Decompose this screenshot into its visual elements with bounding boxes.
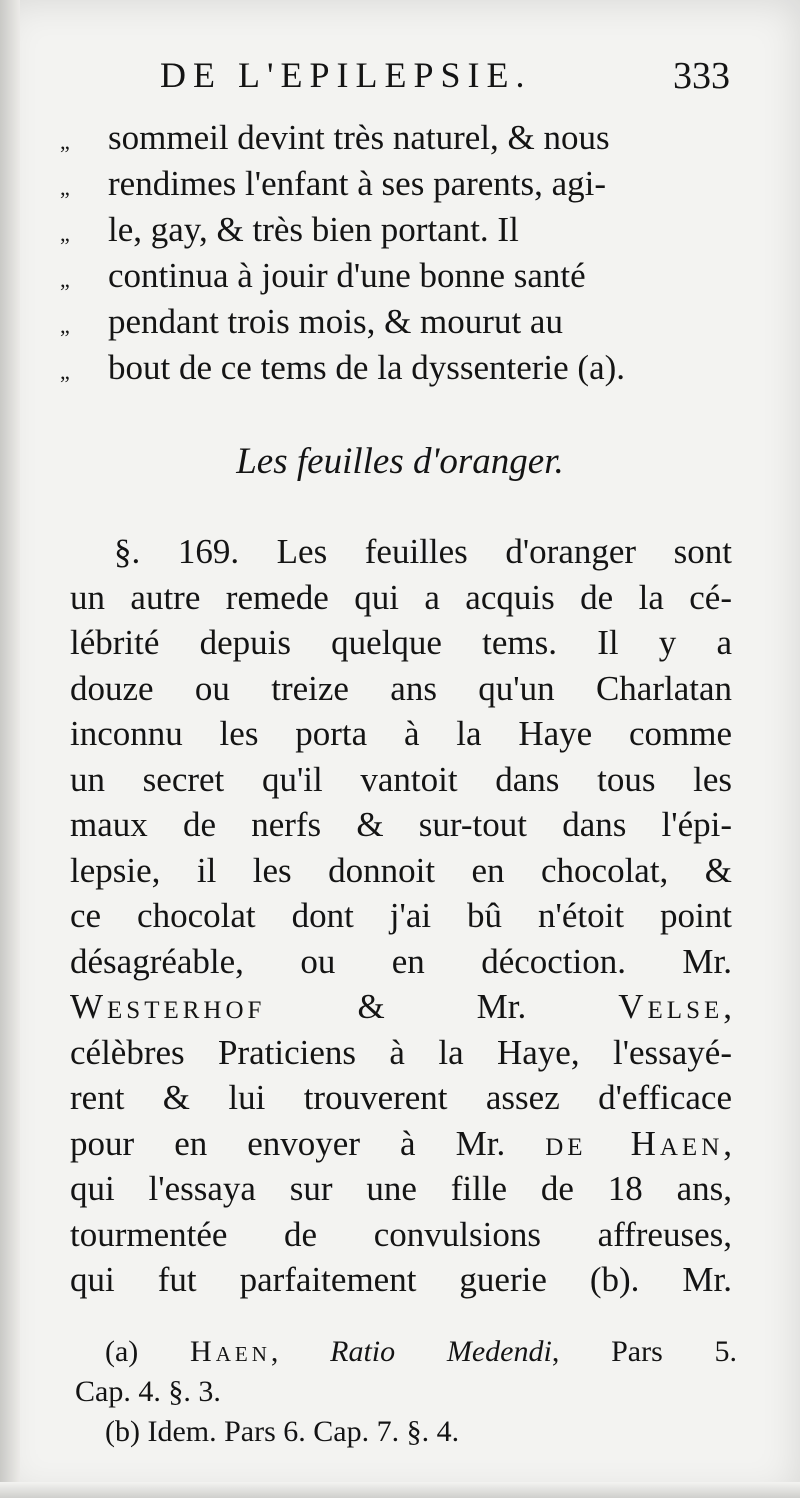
quote-line <box>60 302 732 348</box>
quote-line-text: bout de ce tems de la dyssenterie (a). <box>108 348 626 387</box>
section-title: Les feuilles d'oranger. <box>236 441 564 482</box>
body-line: qui l'essaya sur une fille de 18 ans, <box>70 1169 732 1208</box>
quote-mark: „ <box>60 129 70 154</box>
body-line-with-name <box>70 1124 732 1170</box>
quote-mark: „ <box>60 175 70 200</box>
quote-line-text: rendimes l'enfant à ses parents, agi- <box>108 164 607 203</box>
body-text-fragment: , <box>723 987 732 1026</box>
body-text-fragment: pour en envoyer à Mr. <box>70 1123 546 1163</box>
footnote-text: Idem. Pars 6. Cap. 7. §. 4. <box>147 1415 460 1448</box>
person-name: Velse <box>618 987 724 1026</box>
quote-line <box>60 118 732 164</box>
body-line-with-names <box>70 987 732 1033</box>
body-text-fragment: & Mr. <box>265 987 619 1026</box>
body-line: rent & lui trouverent assez d'efficace <box>70 1078 732 1117</box>
quote-line-text: continua à jouir d'une bonne santé <box>108 256 586 295</box>
page-header <box>160 54 730 104</box>
footnotes <box>75 1335 737 1455</box>
body-line: douze ou treize ans qu'un Charlatan <box>70 668 732 708</box>
body-line: inconnu les porta à la Haye comme <box>70 714 732 753</box>
quote-line-text: le, gay, & très bien portant. Il <box>108 210 519 249</box>
footnote-marker: (b) <box>105 1415 140 1448</box>
quote-mark: „ <box>60 267 70 292</box>
footnote-a: (a) Haen, Ratio Medendi, Pars 5. <box>105 1335 737 1368</box>
quote-line <box>60 164 732 210</box>
body-line: tourmentée de convulsions affreuses, <box>70 1214 732 1254</box>
body-line: §. 169. Les feuilles d'oranger sont <box>114 532 732 571</box>
quote-line <box>60 256 732 302</box>
body-line: désagréable, ou en décoction. Mr. <box>70 941 732 981</box>
body-line: un secret qu'il vantoit dans tous les <box>70 759 732 799</box>
body-line: ce chocolat dont j'ai bû n'étoit point <box>70 896 732 935</box>
footnote-author: Haen <box>190 1335 271 1368</box>
body-line: maux de nerfs & sur-tout dans l'épi- <box>70 805 732 844</box>
quote-line-text: pendant trois mois, & mourut au <box>108 302 563 341</box>
footnote-work-title: Ratio Medendi <box>330 1335 552 1368</box>
person-name: Westerhof <box>70 987 266 1026</box>
quote-mark: „ <box>60 359 70 384</box>
page-binding-edge <box>0 0 20 1498</box>
body-line: un autre remede qui a acquis de la cé- <box>70 577 732 617</box>
page-bottom-edge <box>0 1482 800 1498</box>
body-text-fragment: , <box>723 1123 733 1163</box>
person-name: de Haen <box>545 1123 724 1163</box>
quote-line <box>60 210 732 256</box>
quote-mark: „ <box>60 313 70 338</box>
body-line: lébrité depuis quelque tems. Il y a <box>70 623 732 662</box>
body-paragraph <box>70 532 732 1306</box>
quote-line-text: sommeil devint très naturel, & nous <box>108 118 610 157</box>
footnote-text: , Pars 5. <box>551 1335 737 1368</box>
footnote-a-continuation: Cap. 4. §. 3. <box>75 1375 221 1408</box>
quoted-passage <box>60 118 732 394</box>
page-number: 333 <box>673 55 730 97</box>
footnote-marker: (a) <box>105 1335 139 1368</box>
body-line: célèbres Praticiens à la Haye, l'essayé- <box>70 1032 732 1072</box>
body-line: qui fut parfaitement guerie (b). Mr. <box>70 1260 732 1299</box>
running-head: DE L'EPILEPSIE. <box>160 55 532 95</box>
quote-line <box>60 348 732 394</box>
footnote-b <box>75 1415 737 1455</box>
quote-mark: „ <box>60 221 70 246</box>
body-line: lepsie, il les donnoit en chocolat, & <box>70 850 732 890</box>
